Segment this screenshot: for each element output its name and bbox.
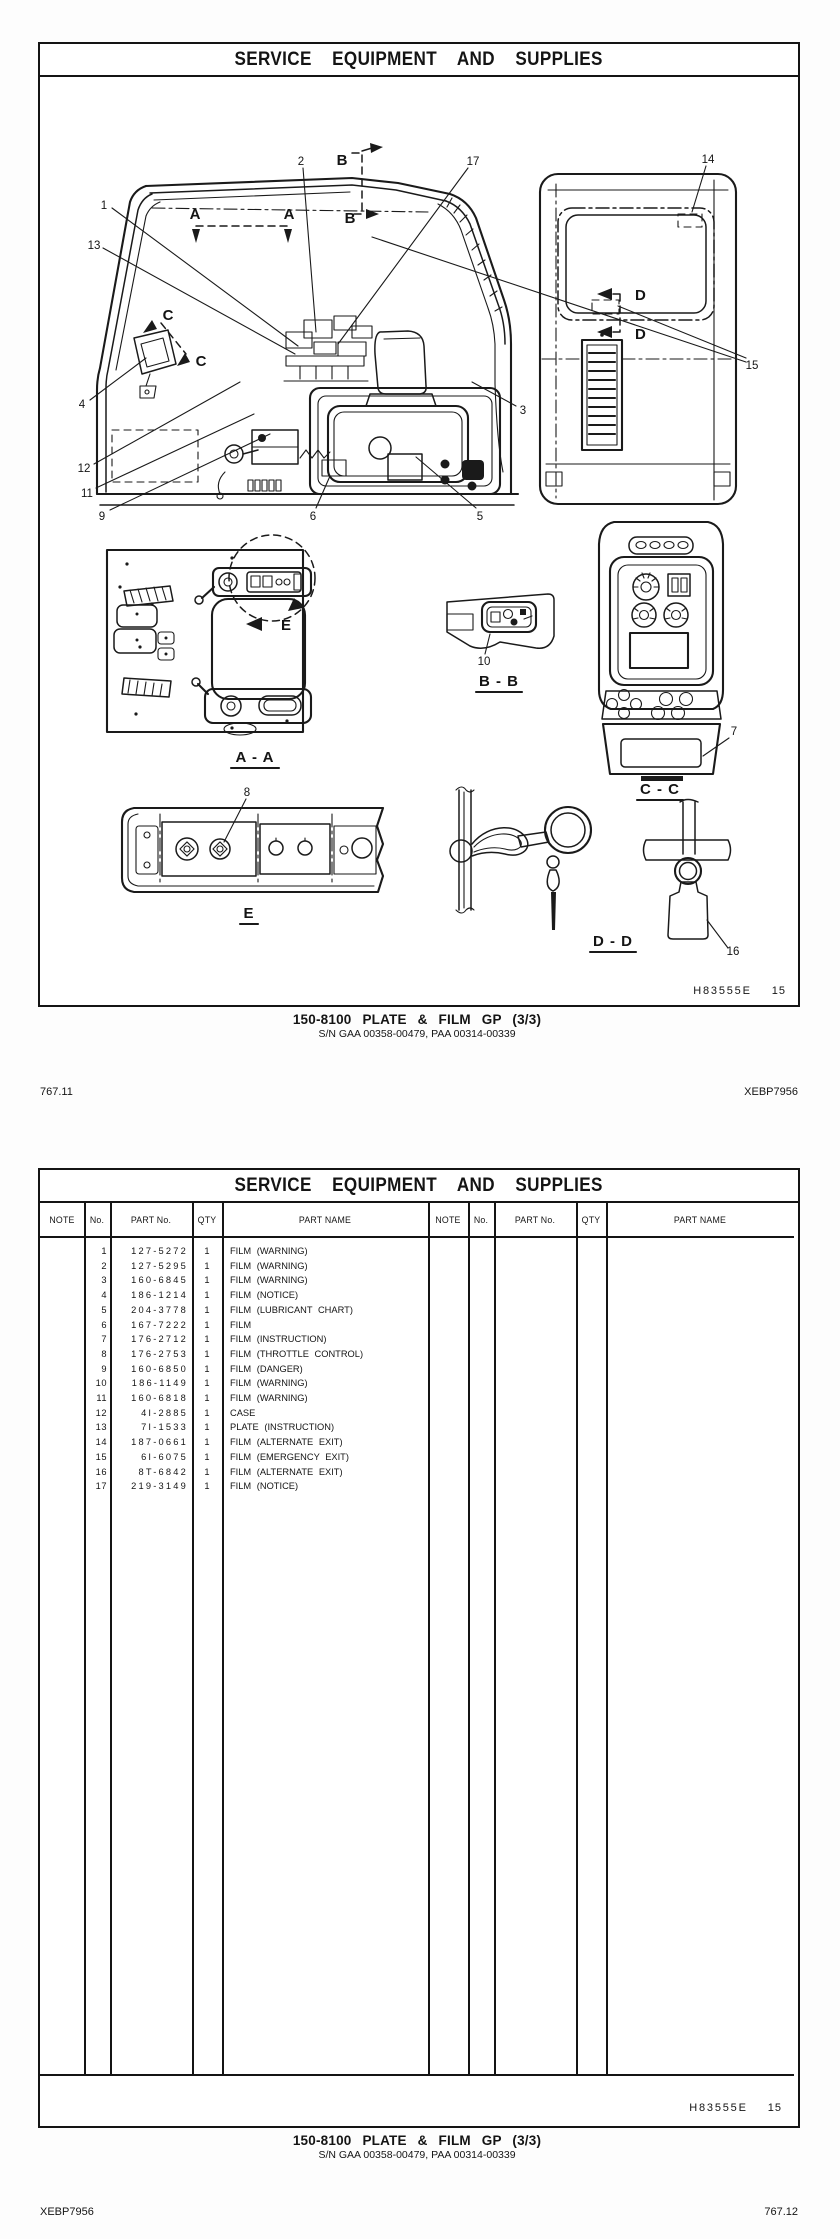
parts-table-rows xyxy=(40,1238,794,2074)
page2-number: 767.12 xyxy=(764,2206,798,2218)
cell-part-name: FILM (WARNING) xyxy=(230,1246,308,1256)
cell-item-no: 3 xyxy=(101,1275,107,1286)
cell-item-no: 7 xyxy=(101,1334,107,1345)
cell-part-name: FILM (THROTTLE CONTROL) xyxy=(230,1348,364,1359)
callout-14: 14 xyxy=(701,154,715,166)
callout-7: 7 xyxy=(730,726,738,738)
page1-caption xyxy=(38,1012,796,1040)
cell-part-no: 8T-6842 xyxy=(138,1466,188,1477)
callout-13: 13 xyxy=(87,240,101,252)
table-row xyxy=(40,1450,794,1465)
cell-qty: 1 xyxy=(204,1378,210,1389)
cell-item-no: 16 xyxy=(95,1466,107,1477)
section-title-e: E xyxy=(243,905,255,922)
header-qty-right: QTY xyxy=(581,1214,601,1225)
cell-part-name: FILM (WARNING) xyxy=(230,1260,308,1271)
section-title-aa: A - A xyxy=(235,749,275,766)
table-row xyxy=(40,1406,794,1421)
cell-part-no: 160-6845 xyxy=(131,1275,188,1286)
cell-qty: 1 xyxy=(204,1348,210,1359)
callout-9: 9 xyxy=(98,511,106,523)
cell-item-no: 9 xyxy=(101,1363,107,1374)
film-plate-cluster xyxy=(284,316,372,381)
vent-grille xyxy=(582,333,622,450)
marker-b-bottom: B xyxy=(344,210,356,227)
callout-3: 3 xyxy=(519,405,527,417)
table-row xyxy=(40,1288,794,1303)
cell-qty: 1 xyxy=(204,1334,210,1345)
cell-part-no: 7I-1533 xyxy=(141,1422,188,1433)
page2-title: SERVICE EQUIPMENT AND SUPPLIES xyxy=(234,1174,604,1196)
cell-part-no: 204-3778 xyxy=(131,1304,188,1315)
page1-title-band xyxy=(40,44,798,77)
cell-part-name: FILM (WARNING) xyxy=(230,1393,308,1403)
page2-title-band xyxy=(40,1170,798,1203)
page1-title: SERVICE EQUIPMENT AND SUPPLIES xyxy=(234,48,604,70)
table-row xyxy=(40,1362,794,1377)
cell-part-no: 176-2712 xyxy=(131,1334,188,1345)
page1-book-code: XEBP7956 xyxy=(744,1086,798,1098)
cell-item-no: 14 xyxy=(95,1437,107,1448)
callout-2: 2 xyxy=(297,156,305,168)
cell-part-name: PLATE (INSTRUCTION) xyxy=(230,1422,335,1433)
page1-serial-note: S/N GAA 00358-00479, PAA 00314-00339 xyxy=(318,1028,516,1040)
lever-cluster xyxy=(217,430,330,499)
marker-a-left: A xyxy=(189,206,201,223)
table-row xyxy=(40,1420,794,1435)
callout-12: 12 xyxy=(77,463,91,475)
cell-part-no: 176-2753 xyxy=(131,1348,188,1359)
parts-diagram xyxy=(40,77,794,999)
table-row xyxy=(40,1332,794,1347)
cell-part-name: FILM (EMERGENCY EXIT) xyxy=(230,1451,349,1462)
door-panel xyxy=(310,388,500,494)
cell-part-name: FILM (ALTERNATE EXIT) xyxy=(230,1437,343,1448)
table-row xyxy=(40,1479,794,1494)
callout-1: 1 xyxy=(100,200,108,212)
cell-part-no: 186-1149 xyxy=(131,1378,188,1389)
section-title-bb: B - B xyxy=(479,673,519,690)
plate-code-value: H83555E xyxy=(689,2102,748,2114)
callout-6: 6 xyxy=(309,511,317,523)
callout-10: 10 xyxy=(477,656,491,668)
cell-qty: 1 xyxy=(204,1481,210,1492)
cell-part-name: FILM (NOTICE) xyxy=(230,1481,299,1492)
cell-qty: 1 xyxy=(204,1260,210,1271)
cell-part-name: FILM (WARNING) xyxy=(230,1275,308,1286)
header-name-left: PART NAME xyxy=(298,1214,352,1225)
cell-part-no: 186-1214 xyxy=(131,1290,188,1301)
cell-qty: 1 xyxy=(204,1407,210,1418)
cell-item-no: 2 xyxy=(101,1260,107,1271)
header-qty-left: QTY xyxy=(197,1214,217,1225)
callout-4: 4 xyxy=(78,399,86,411)
cell-qty: 1 xyxy=(204,1290,210,1301)
table-row xyxy=(40,1273,794,1288)
leader-lines-rear xyxy=(372,166,746,362)
table-row xyxy=(40,1244,794,1259)
parts-diagram-svg xyxy=(40,77,794,999)
header-part-left: PART No. xyxy=(130,1214,172,1225)
marker-c-top: C xyxy=(162,307,174,324)
callout-15: 15 xyxy=(745,360,759,372)
cell-part-name: FILM (WARNING) xyxy=(230,1378,308,1389)
cab-rear-view xyxy=(372,166,746,504)
marker-a-right: A xyxy=(283,206,295,223)
page2-serial-note: S/N GAA 00358-00479, PAA 00314-00339 xyxy=(318,2149,516,2161)
cell-item-no: 13 xyxy=(95,1422,107,1433)
header-no-right: No. xyxy=(473,1214,489,1225)
cell-part-name: FILM xyxy=(230,1319,252,1330)
key-tag-view xyxy=(644,800,731,949)
marker-d-bottom: D xyxy=(635,326,646,343)
sheet-number: 15 xyxy=(767,2102,782,2114)
header-part-right: PART No. xyxy=(514,1214,556,1225)
cell-part-no: 127-5295 xyxy=(131,1260,188,1271)
cell-part-name: FILM (LUBRICANT CHART) xyxy=(230,1304,353,1315)
cell-part-name: FILM (NOTICE) xyxy=(230,1290,299,1301)
cell-part-name: FILM (ALTERNATE EXIT) xyxy=(230,1466,343,1477)
plate-code-page2 xyxy=(689,2102,782,2114)
cell-qty: 1 xyxy=(204,1451,210,1462)
table-row xyxy=(40,1391,794,1406)
cell-qty: 1 xyxy=(204,1304,210,1315)
cell-qty: 1 xyxy=(204,1466,210,1477)
cell-part-name: FILM (INSTRUCTION) xyxy=(230,1334,327,1345)
cell-part-no: 6I-6075 xyxy=(141,1451,188,1462)
cell-item-no: 15 xyxy=(95,1451,107,1462)
page2-caption xyxy=(38,2133,796,2161)
cell-part-no: 4I-2885 xyxy=(141,1407,188,1418)
cell-item-no: 11 xyxy=(96,1393,107,1403)
table-row xyxy=(40,1318,794,1333)
cell-part-no: 167-7222 xyxy=(131,1319,188,1330)
callout-16: 16 xyxy=(726,946,740,958)
parts-table-header xyxy=(40,1203,794,1238)
cell-part-name: CASE xyxy=(230,1407,256,1418)
header-no-left: No. xyxy=(89,1214,105,1225)
header-note-left: NOTE xyxy=(49,1214,75,1225)
table-row xyxy=(40,1259,794,1274)
plate-code-value: H83555E xyxy=(693,985,752,997)
cell-item-no: 6 xyxy=(101,1319,107,1330)
section-title-cc: C - C xyxy=(640,781,680,798)
cell-item-no: 5 xyxy=(101,1304,107,1315)
sheet-number: 15 xyxy=(771,985,786,997)
cell-item-no: 1 xyxy=(101,1246,107,1256)
cell-qty: 1 xyxy=(204,1319,210,1330)
cell-qty: 1 xyxy=(204,1393,210,1403)
cell-part-name: FILM (DANGER) xyxy=(230,1363,303,1374)
section-a-a-view xyxy=(107,535,315,768)
page2-caption-title: 150-8100 PLATE & FILM GP (3/3) xyxy=(292,2133,542,2148)
cell-part-no: 187-0661 xyxy=(131,1437,188,1448)
table-row xyxy=(40,1435,794,1450)
table-row xyxy=(40,1347,794,1362)
marker-d-top: D xyxy=(635,287,646,304)
section-title-dd: D - D xyxy=(593,933,633,950)
callout-17: 17 xyxy=(466,156,480,168)
marker-c-bottom: C xyxy=(195,353,207,370)
cell-item-no: 8 xyxy=(101,1348,107,1359)
cell-item-no: 4 xyxy=(101,1290,107,1301)
marker-b-top: B xyxy=(336,152,348,169)
cell-qty: 1 xyxy=(204,1363,210,1374)
table-row xyxy=(40,1303,794,1318)
header-note-right: NOTE xyxy=(435,1214,461,1225)
section-markers xyxy=(163,152,646,634)
callout-11: 11 xyxy=(81,488,93,500)
cell-qty: 1 xyxy=(204,1437,210,1448)
cell-part-no: 160-6850 xyxy=(131,1363,188,1374)
cell-qty: 1 xyxy=(204,1422,210,1433)
page1-caption-title: 150-8100 PLATE & FILM GP (3/3) xyxy=(292,1012,542,1027)
callout-8: 8 xyxy=(243,787,251,799)
page1-number: 767.11 xyxy=(40,1086,73,1098)
cell-item-no: 12 xyxy=(95,1407,107,1418)
table-row xyxy=(40,1376,794,1391)
catalog-page-2 xyxy=(38,1168,800,2128)
catalog-page-1 xyxy=(38,42,800,1007)
cell-item-no: 17 xyxy=(95,1481,107,1492)
cell-qty: 1 xyxy=(204,1246,210,1256)
section-d-d-view xyxy=(450,787,636,952)
section-c-c-view xyxy=(599,522,729,800)
cell-qty: 1 xyxy=(204,1275,210,1286)
table-row xyxy=(40,1465,794,1480)
cell-part-no: 219-3149 xyxy=(131,1481,188,1492)
cell-part-no: 127-5272 xyxy=(131,1246,188,1256)
callout-5: 5 xyxy=(476,511,484,523)
cell-item-no: 10 xyxy=(95,1378,107,1389)
header-name-right: PART NAME xyxy=(673,1214,727,1225)
plate-code-page1 xyxy=(693,985,786,997)
page2-book-code: XEBP7956 xyxy=(40,2206,94,2218)
marker-e: E xyxy=(280,617,292,634)
page2-table-footer xyxy=(40,2074,794,2124)
cell-part-no: 160-6818 xyxy=(131,1393,188,1403)
